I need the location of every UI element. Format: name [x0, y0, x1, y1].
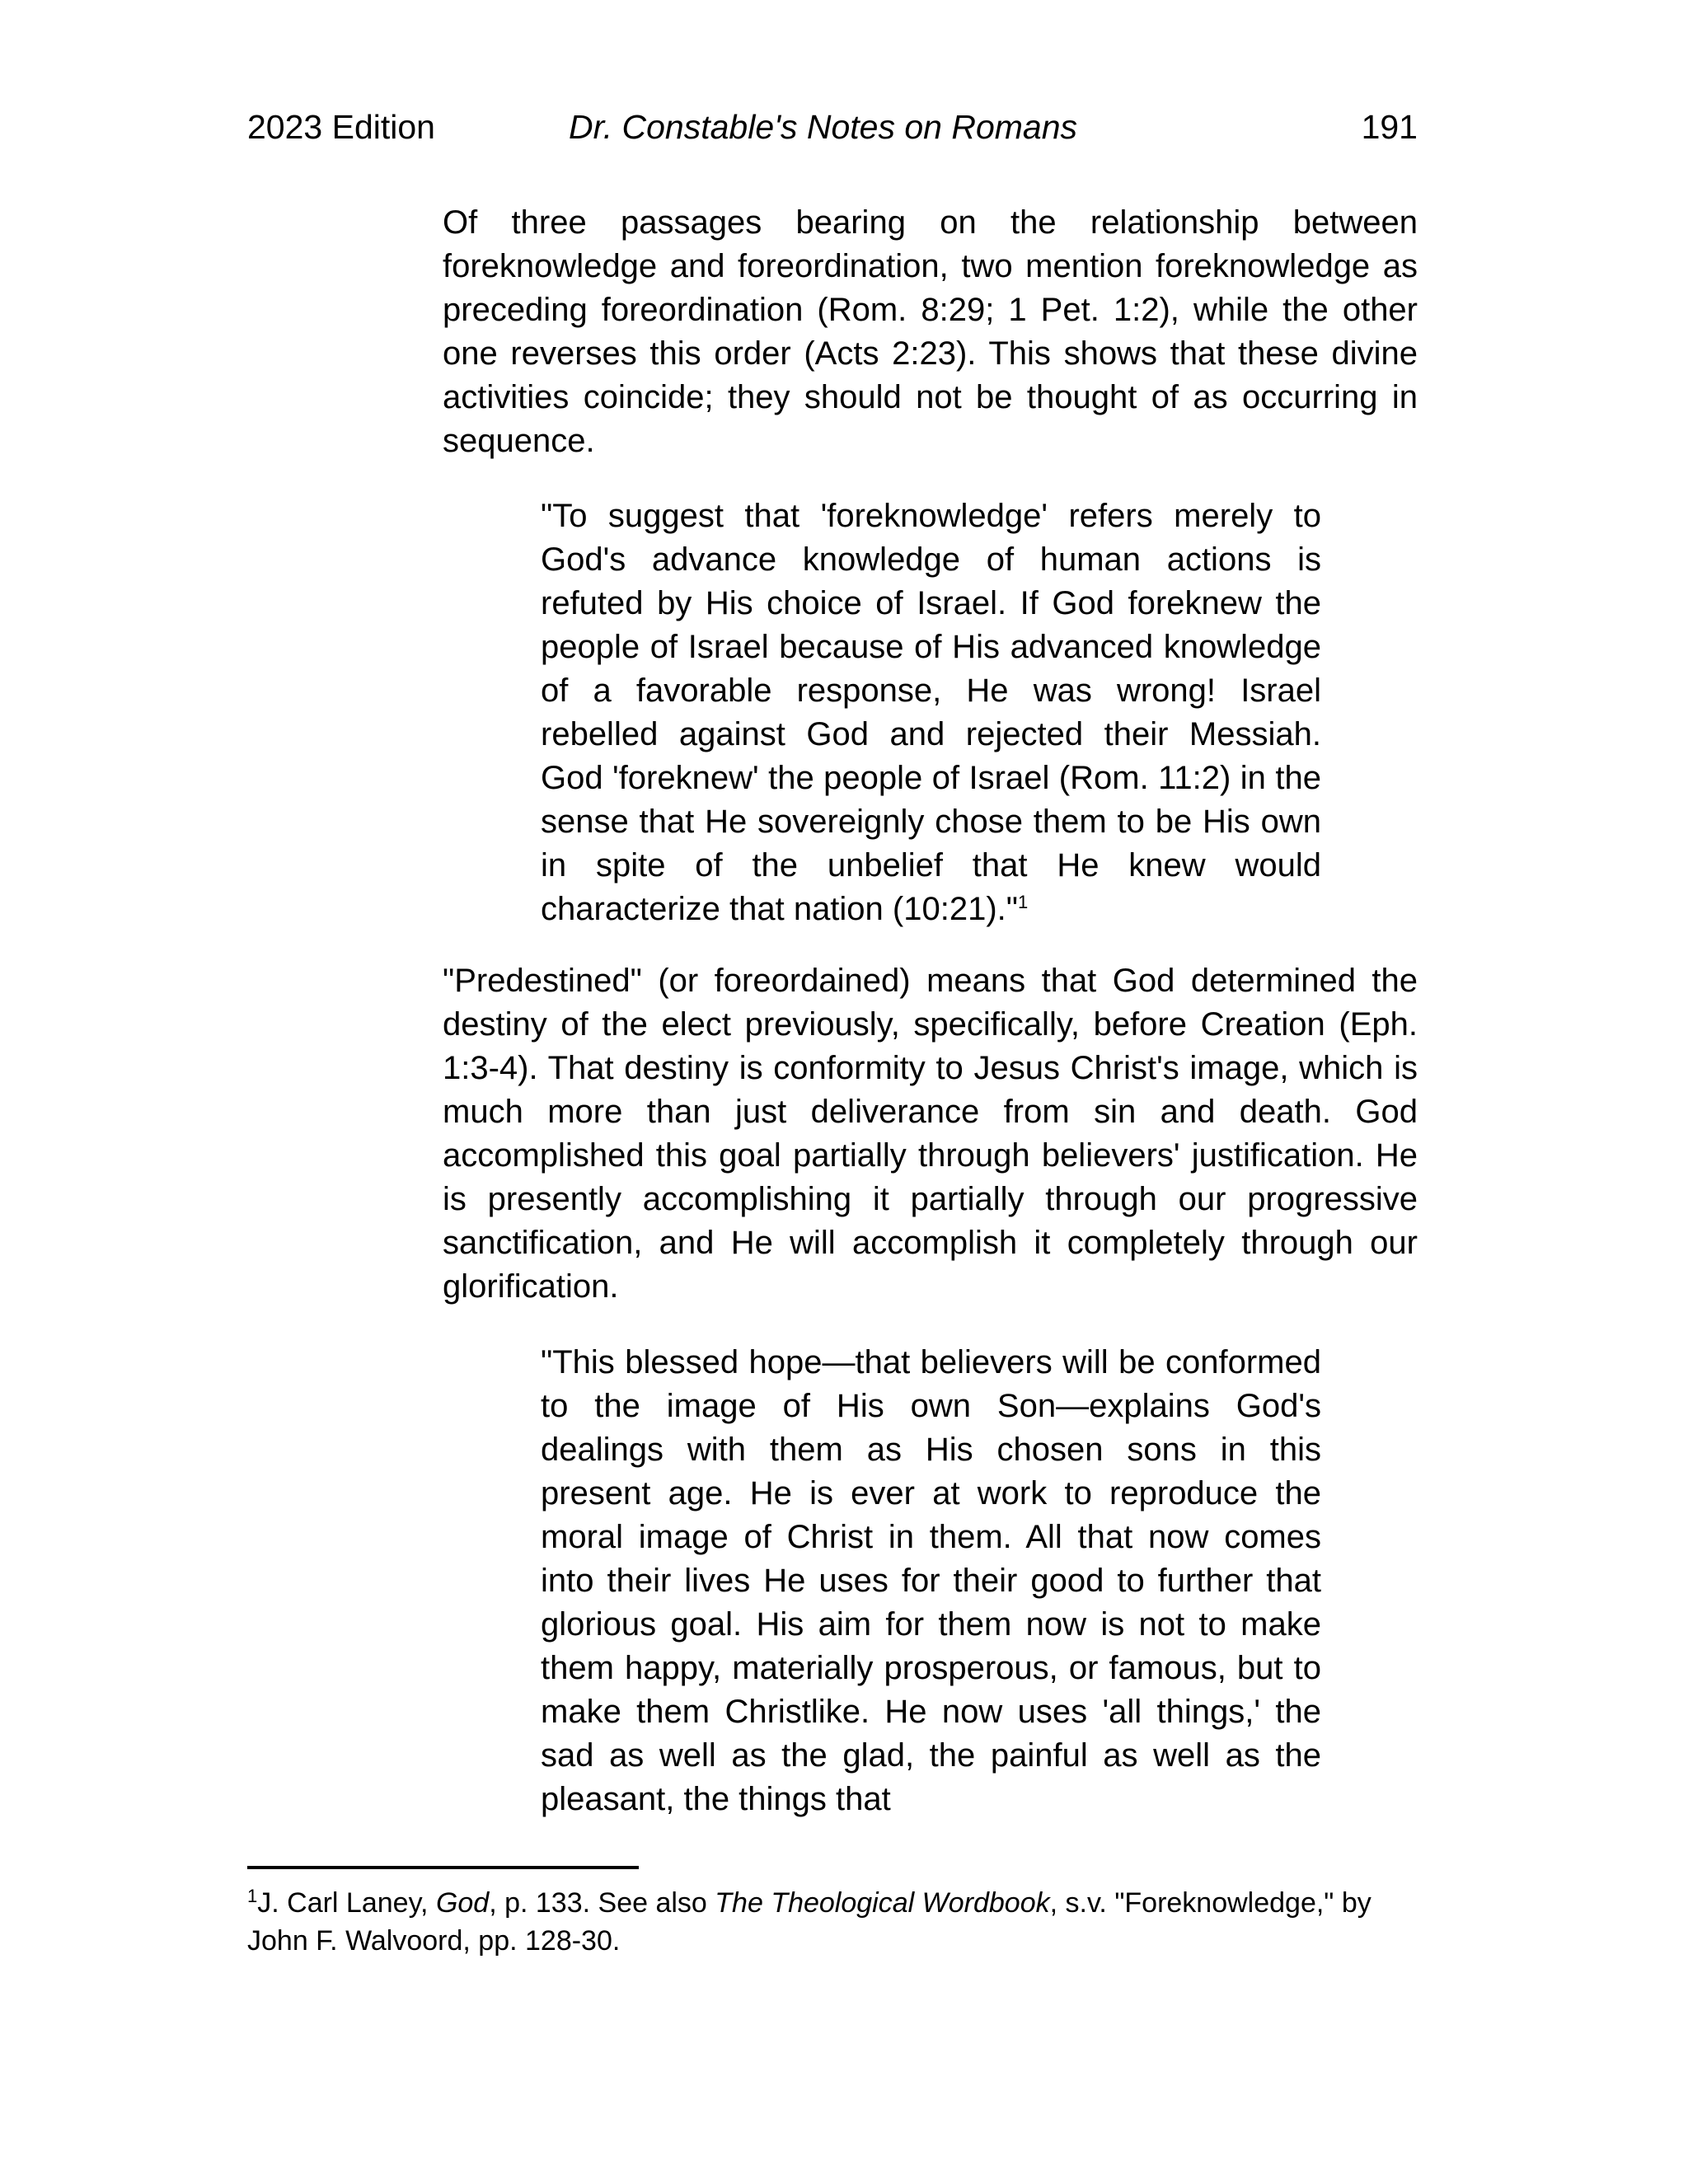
footnote-1-reference-title: The Theological Wordbook — [715, 1887, 1050, 1919]
body-paragraph-1: Of three passages bearing on the relationship between foreknowledge and foreordination, two mention foreknowledge as preceding foreordination (Rom. 8:29; 1 Pet. 1:2), while the other one reverses this order (Acts 2:23). This shows that these divine activities coincide; they should not be thought of as occurring in sequence. — [443, 204, 1418, 459]
block-quote-1 — [541, 494, 1321, 931]
footnote-reference-1[interactable]: 1 — [1017, 892, 1029, 912]
block-quote-2: "This blessed hope—that believers will be conformed to the image of His own Son—explains God's dealings with them as His chosen sons in this present age. He is ever at work to reproduce the moral image of Christ in them. All that now comes into their lives He uses for their good to further that glorious goal. His aim for them now is not to make them happy, materially prosperous, or famous, but to make them Christlike. He now uses 'all things,' the sad as well as the glad, the painful as well as the pleasant, the things that — [541, 1344, 1321, 1817]
footnote-1-marker: 1 — [247, 1886, 258, 1906]
edition-label: 2023 Edition — [247, 108, 435, 146]
footnote-1-work-title: God — [435, 1887, 490, 1919]
footnote-1 — [247, 1884, 1418, 1960]
footnote-1-citation: , p. 133. See also — [489, 1887, 715, 1919]
body-paragraph-2: "Predestined" (or foreordained) means that God determined the destiny of the elect previously, specifically, before Creation (Eph. 1:3-4). That destiny is conformity to Jesus Christ's image, which is much more than just deliverance from sin and death. God accomplished this goal partially through believers' justification. He is presently accomplishing it partially through our progressive sanctification, and He will accomplish it completely through our glorification. — [443, 963, 1418, 1305]
book-title: Dr. Constable's Notes on Romans — [569, 108, 1078, 146]
footnote-1-reference-details: , s.v. "Foreknowledge," by John F. Walvoord, pp. 128-30. — [247, 1887, 1372, 1957]
footnote-separator — [247, 1866, 639, 1869]
block-quote-1-text: "To suggest that 'foreknowledge' refers merely to God's advance knowledge of human actions is refuted by His choice of Israel. If God foreknew the people of Israel because of His advanced knowledge of a favorable response, He was wrong! Israel rebelled against God and rejected their Messiah. God 'foreknew' the people of Israel (Rom. 11:2) in the sense that He sovereignly chose them to be His own in spite of the unbelief that He knew would characterize that nation (10:21)." — [541, 498, 1321, 927]
footnote-1-author: J. Carl Laney, — [257, 1887, 436, 1919]
page-number: 191 — [1361, 108, 1418, 146]
running-header — [247, 102, 1418, 152]
